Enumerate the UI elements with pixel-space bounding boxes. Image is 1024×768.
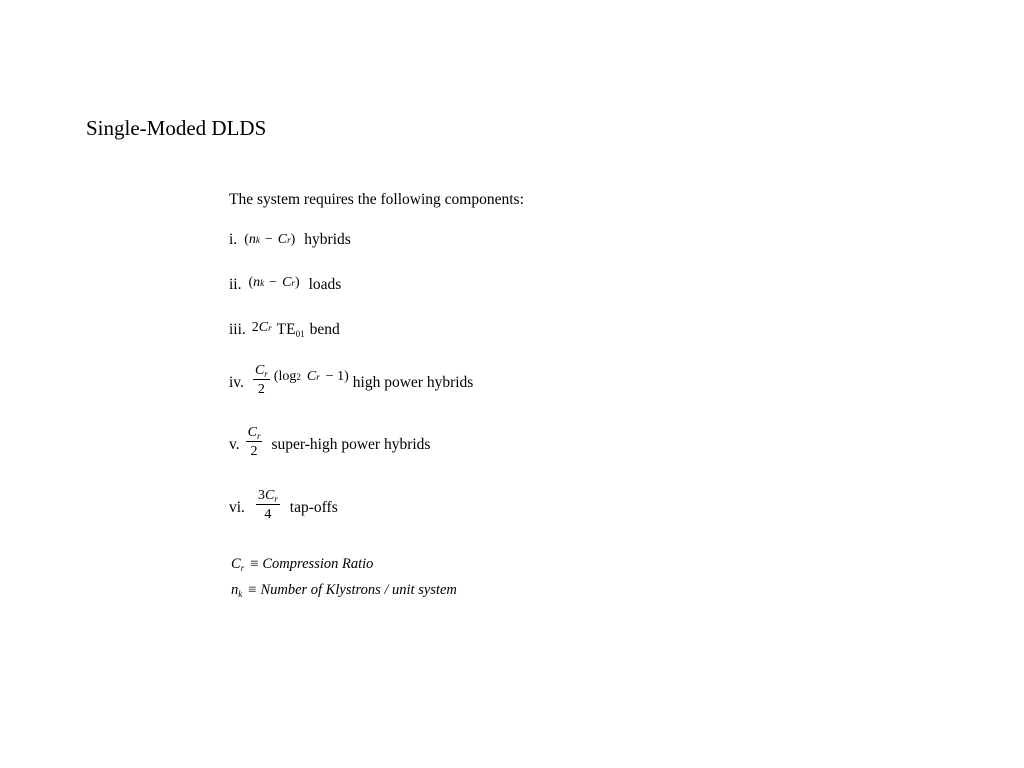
item-text: loads xyxy=(308,276,342,293)
te-mode-label: $TE_{01}$ xyxy=(276,321,305,339)
definition-nk: $n_k$ ≡ Number of Klystrons / unit system xyxy=(231,582,457,599)
list-item-2 xyxy=(229,276,341,294)
item-number: iv. xyxy=(229,374,244,391)
fraction-3cr-over-4: $\frac{3C_r}{4}$ xyxy=(257,488,278,522)
item-text: hybrids xyxy=(304,231,351,248)
item-text: bend xyxy=(309,321,340,338)
list-item-4 xyxy=(229,363,473,397)
formula-nk-minus-cr: ( n k − C r ) xyxy=(248,275,300,290)
item-number: v. xyxy=(229,436,240,453)
fraction-cr-over-2: $\frac{C_r}{2}$ xyxy=(247,425,261,459)
intro-text: The system requires the following components: xyxy=(229,191,524,208)
fraction-cr-over-2: $\frac{C_r}{2}$ xyxy=(254,363,268,397)
formula-log2-cr-minus-1: (log 2 C r − 1) xyxy=(273,369,349,384)
item-number: i. xyxy=(229,231,238,248)
list-item-3 xyxy=(229,321,340,339)
formula-nk-minus-cr: ( n k − C r ) xyxy=(244,232,296,247)
item-text: super-high power hybrids xyxy=(271,436,431,453)
item-number: iii. xyxy=(229,321,246,338)
list-item-5 xyxy=(229,425,430,459)
item-text: tap-offs xyxy=(289,499,338,516)
formula-2cr: 2 C r xyxy=(251,320,272,335)
definition-cr: $C_r$ ≡ Compression Ratio xyxy=(231,556,374,573)
item-number: ii. xyxy=(229,276,242,293)
list-item-1 xyxy=(229,231,351,249)
list-item-6 xyxy=(229,488,338,522)
item-number: vi. xyxy=(229,499,245,516)
item-text: high power hybrids xyxy=(352,374,474,391)
slide-title: Single-Moded DLDS xyxy=(86,116,267,140)
